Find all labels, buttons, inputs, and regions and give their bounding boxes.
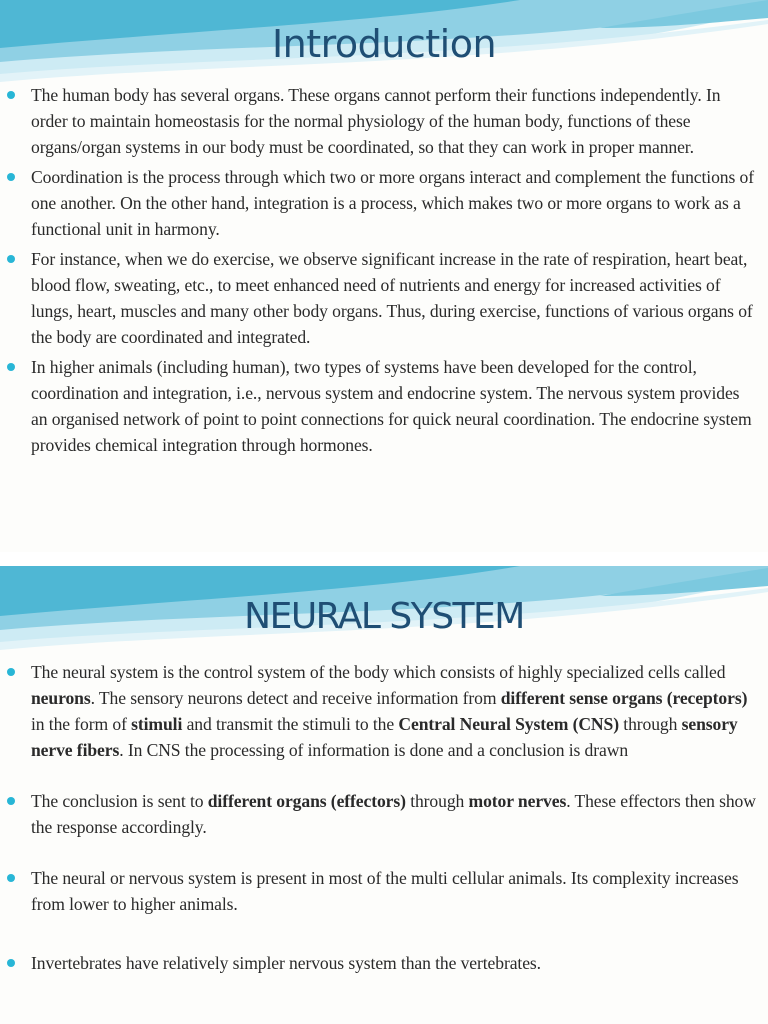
bullet-text: Coordination is the process through which two or more organs interact and complement the functions of one another. On the other hand, integration is a process, which makes two or more organs to work as a functional unit in harmony. xyxy=(31,167,754,239)
bold-term: different organs (effectors) xyxy=(207,791,406,811)
bullet-list xyxy=(0,82,768,462)
text-run: The neural or nervous system is present in most of the multi cellular animals. Its complexity increases from lower to higher animals. xyxy=(31,868,739,914)
text-run: through xyxy=(618,714,682,734)
bullet-text xyxy=(31,868,738,914)
bold-term: neurons xyxy=(31,688,91,708)
bold-term: Central Neural System (CNS) xyxy=(398,714,619,734)
bullet-dot-icon xyxy=(7,91,15,99)
bullet-text: For instance, when we do exercise, we observe significant increase in the rate of respiration, heart beat, blood flow, sweating, etc., to meet enhanced need of nutrients and energy for increased activities of lungs, heart, muscles and many other body organs. Thus, during exercise, functions of various organs of the body are coordinated and integrated. xyxy=(31,249,753,347)
text-run: The neural system is the control system of the body which consists of highly specialized cells called xyxy=(31,662,726,682)
bold-term: sensory nerve fibers xyxy=(31,714,738,760)
text-run: . In CNS the processing of information is done and a conclusion is drawn xyxy=(119,740,629,760)
slide-separator xyxy=(0,552,768,566)
text-run: through xyxy=(405,791,469,811)
bullet-dot-icon xyxy=(7,363,15,371)
text-run: in the form of xyxy=(31,714,132,734)
bullet-dot-icon xyxy=(7,668,15,676)
slide-title: Introduction xyxy=(271,22,497,66)
text-run: Invertebrates have relatively simpler nervous system than the vertebrates. xyxy=(31,953,541,973)
bullet-list xyxy=(0,659,768,1001)
bullet-item xyxy=(0,246,768,350)
bullet-item xyxy=(0,82,768,160)
bullet-text xyxy=(31,953,541,973)
bullet-dot-icon xyxy=(7,797,15,805)
text-run: . The sensory neurons detect and receive information from xyxy=(90,688,501,708)
bullet-dot-icon xyxy=(7,173,15,181)
bullet-item xyxy=(0,788,768,840)
slide-title: NEURAL SYSTEM xyxy=(244,596,524,637)
text-run: and transmit the stimuli to the xyxy=(182,714,399,734)
bullet-item xyxy=(0,950,768,976)
bullet-dot-icon xyxy=(7,959,15,967)
bullet-item xyxy=(0,164,768,242)
bullet-text: In higher animals (including human), two types of systems have been developed for the control, coordination and integration, i.e., nervous system and endocrine system. The nervous system provides an organised network of point to point connections for quick neural coordination. The endocrine system provides chemical integration through hormones. xyxy=(31,357,752,455)
bullet-item xyxy=(0,865,768,917)
slide-neural-system xyxy=(0,566,768,1024)
text-run: . These effectors then show the response accordingly. xyxy=(31,791,756,837)
bullet-item xyxy=(0,659,768,763)
bullet-item xyxy=(0,354,768,458)
text-run: The conclusion is sent to xyxy=(31,791,208,811)
bullet-dot-icon xyxy=(7,874,15,882)
bullet-text: The human body has several organs. These organs cannot perform their functions independently. In order to maintain homeostasis for the normal physiology of the human body, functions of these organs/organ systems in our body must be coordinated, so that they can work in proper manner. xyxy=(31,85,721,157)
bullet-text xyxy=(31,662,747,760)
bold-term: different sense organs (receptors) xyxy=(500,688,748,708)
bullet-text xyxy=(31,791,756,837)
bullet-dot-icon xyxy=(7,255,15,263)
bold-term: stimuli xyxy=(131,714,183,734)
bold-term: motor nerves xyxy=(468,791,567,811)
